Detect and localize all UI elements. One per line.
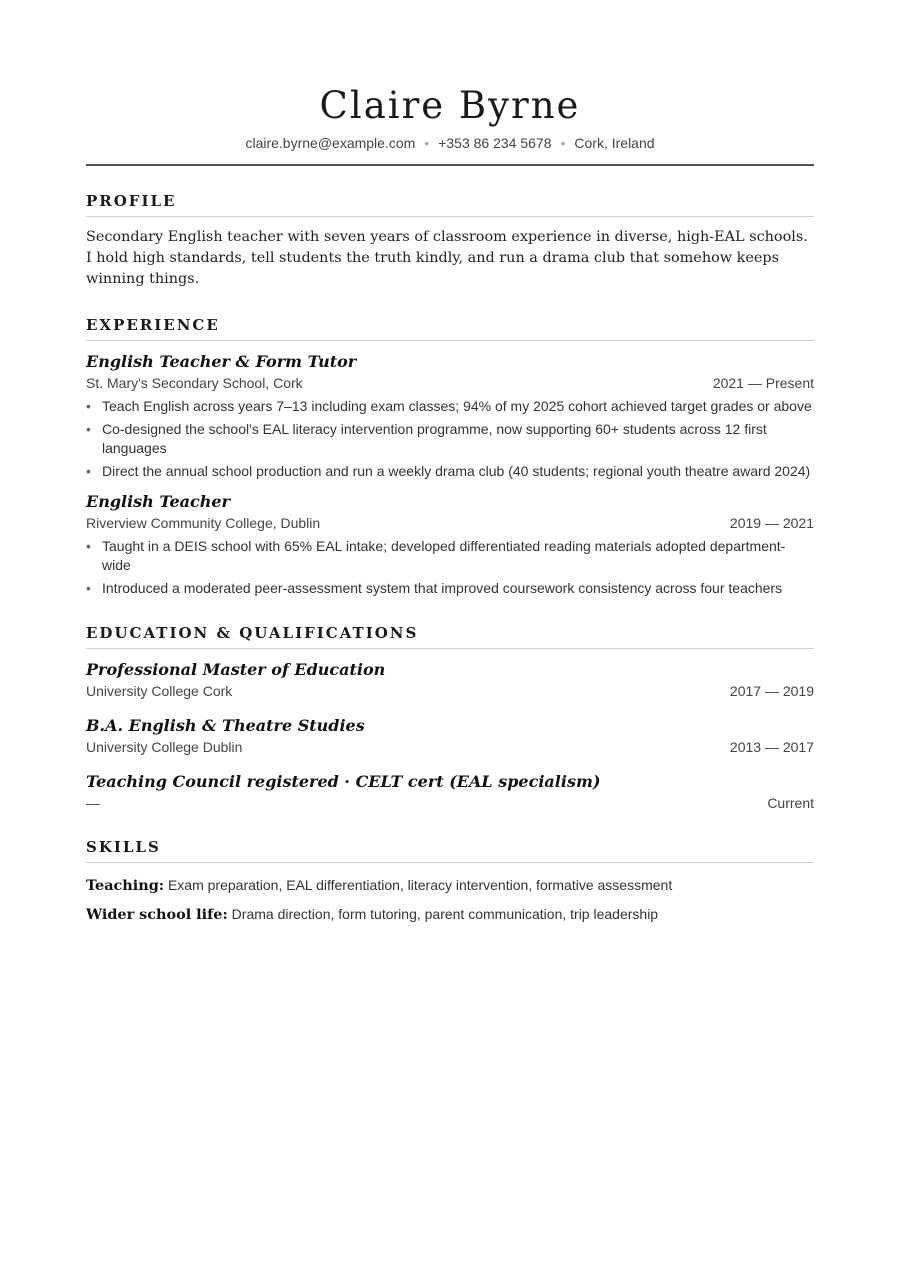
- education-entry: [86, 771, 814, 812]
- education-dates: 2017 — 2019: [729, 683, 814, 699]
- profile-text: Secondary English teacher with seven years of classroom experience in diverse, high-EAL schools. I hold high standards, tell students the truth kindly, and run a drama club that somehow keeps winning things.: [86, 229, 808, 287]
- education-organization: University College Dublin: [86, 739, 243, 755]
- bullet-icon: •: [86, 421, 91, 437]
- bullet-item: [86, 462, 814, 481]
- education-entry: [86, 715, 814, 756]
- separator-dot: •: [424, 135, 430, 151]
- contact-line: [86, 134, 814, 152]
- header-divider: [86, 164, 814, 166]
- resume-content: [86, 84, 814, 925]
- section-title-education: EDUCATION & QUALIFICATIONS: [86, 624, 419, 642]
- bullet-text: Taught in a DEIS school with 65% EAL intake; developed differentiated reading materials adopted department-wide: [102, 538, 786, 573]
- education-dates: Current: [767, 795, 814, 811]
- separator-dot: •: [560, 135, 566, 151]
- job-organization: Riverview Community College, Dublin: [86, 515, 321, 531]
- job-bullets: [86, 537, 814, 598]
- education-meta: [86, 682, 814, 700]
- section-divider: [86, 340, 814, 341]
- education-entry: [86, 659, 814, 700]
- job-dates: 2019 — 2021: [729, 515, 814, 531]
- section-title-profile: PROFILE: [86, 192, 177, 210]
- skills-label: Teaching:: [86, 877, 165, 894]
- bullet-item: [86, 537, 814, 575]
- location-text: Cork, Ireland: [574, 135, 655, 151]
- section-divider: [86, 216, 814, 217]
- bullet-icon: •: [86, 580, 91, 596]
- job-meta: [86, 374, 814, 392]
- candidate-name: Claire Byrne: [319, 84, 581, 127]
- education-title: B.A. English & Theatre Studies: [86, 716, 365, 735]
- skills-value: Exam preparation, EAL differentiation, literacy intervention, formative assessment: [167, 877, 673, 893]
- job-role: English Teacher: [86, 492, 230, 511]
- section-title-experience: EXPERIENCE: [86, 316, 220, 334]
- bullet-item: [86, 420, 814, 458]
- education-organization: —: [86, 795, 100, 811]
- job-dates: 2021 — Present: [712, 375, 814, 391]
- skills-row: [86, 875, 814, 896]
- skills-label: Wider school life:: [86, 906, 228, 923]
- education-meta: [86, 738, 814, 756]
- bullet-icon: •: [86, 463, 91, 479]
- bullet-text: Introduced a moderated peer-assessment system that improved coursework consistency across four teachers: [102, 580, 783, 596]
- job-role: English Teacher & Form Tutor: [86, 352, 357, 371]
- section-divider: [86, 648, 814, 649]
- job-meta: [86, 514, 814, 532]
- bullet-item: [86, 579, 814, 598]
- job-bullets: [86, 397, 814, 481]
- experience-entry: [86, 351, 814, 481]
- skills-value: Drama direction, form tutoring, parent communication, trip leadership: [231, 906, 659, 922]
- bullet-icon: •: [86, 538, 91, 554]
- phone-text: +353 86 234 5678: [438, 135, 552, 151]
- bullet-text: Co-designed the school's EAL literacy intervention programme, now supporting 60+ students across 12 first languages: [102, 421, 767, 456]
- experience-entry: [86, 491, 814, 598]
- section-divider: [86, 862, 814, 863]
- education-dates: 2013 — 2017: [729, 739, 814, 755]
- education-title: Teaching Council registered · CELT cert (EAL specialism): [86, 772, 601, 791]
- bullet-icon: •: [86, 398, 91, 414]
- section-title-skills: SKILLS: [86, 838, 161, 856]
- bullet-item: [86, 397, 814, 416]
- education-meta: [86, 794, 814, 812]
- education-organization: University College Cork: [86, 683, 233, 699]
- bullet-text: Direct the annual school production and run a weekly drama club (40 students; regional youth theatre award 2024): [102, 463, 811, 479]
- education-title: Professional Master of Education: [86, 660, 386, 679]
- email-text: claire.byrne@example.com: [245, 135, 416, 151]
- bullet-text: Teach English across years 7–13 including exam classes; 94% of my 2025 cohort achieved target grades or above: [102, 398, 812, 414]
- job-organization: St. Mary's Secondary School, Cork: [86, 375, 303, 391]
- skills-row: [86, 904, 814, 925]
